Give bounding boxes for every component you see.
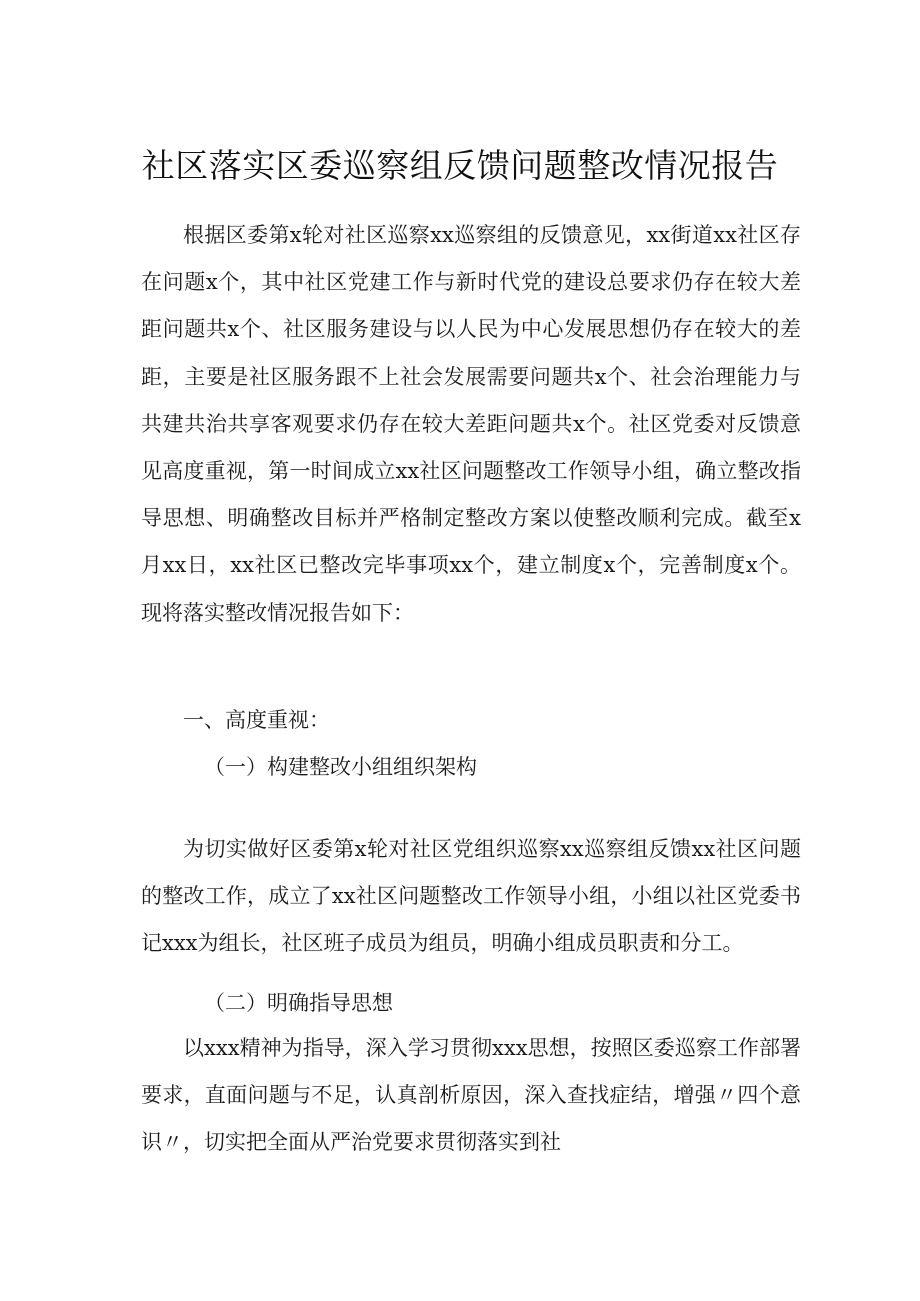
subsection-1-paragraph: 为切实做好区委第x轮对社区党组织巡察xx巡察组反馈xx社区问题的整改工作，成立了xx社区问题整改工作领导小组，小组以社区党委书记xxx为组长，社区班子成员为组员，明确小组成员职责和分工。 bbox=[141, 837, 801, 956]
subsection-2-paragraph: 以xxx精神为指导，深入学习贯彻xxx思想，按照区委巡察工作部署要求，直面问题与不足，认真剖析原因，深入查找症结，增强〃四个意识〃，切实把全面从严治党要求贯彻落实到社 bbox=[141, 1036, 801, 1155]
document-title: 社区落实区委巡察组反馈问题整改情况报告 bbox=[141, 146, 779, 185]
intro-paragraph: 根据区委第x轮对社区巡察xx巡察组的反馈意见，xx街道xx社区存在问题x个，其中社区党建工作与新时代党的建设总要求仍存在较大差距问题共x个、社区服务建设与以人民为中心发展思想仍存在较大的差距，主要是社区服务跟不上社会发展需要问题共x个、社会治理能力与共建共治共享客观要求仍存在较大差距问题共x个。社区党委对反馈意见高度重视，第一时间成立xx社区问题整改工作领导小组，确立整改指导思想、明确整改目标并严格制定整改方案以使整改顺利完成。截至x月xx日，xx社区已整改完毕事项xx个，建立制度x个，完善制度x个。现将落实整改情况报告如下： bbox=[141, 223, 801, 625]
subsection-1-heading: （一）构建整改小组组织架构 bbox=[204, 755, 477, 779]
section-1-heading: 一、高度重视： bbox=[183, 708, 330, 732]
subsection-2-heading: （二）明确指导思想 bbox=[204, 991, 393, 1015]
